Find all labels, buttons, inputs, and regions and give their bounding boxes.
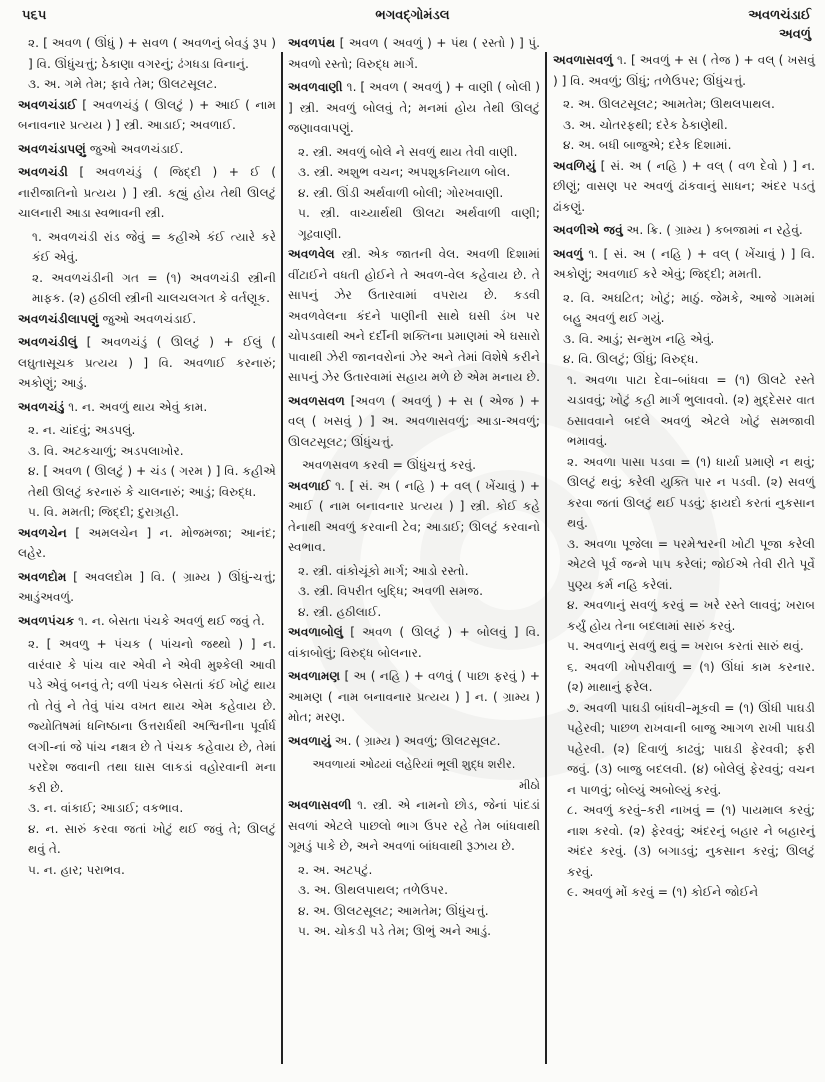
- sense-definition: ૩. અ. ગમે તેમ; ફાવે તેમ; ઊલટસૂલટ.: [28, 77, 218, 91]
- headword: અવળચંડાપણું: [18, 141, 86, 156]
- dictionary-entry: [18, 397, 276, 418]
- sense-definition: ૨. વિ. અઘટિત; ખોટું; માઠું. જેમકે, આજે ગામમાં બહુ અવળું થઈ ગયું.: [563, 290, 815, 325]
- sense-definition: ૩. અ. ઊથલપાથલ; તળેઉપર.: [298, 883, 448, 897]
- headword: અવળપંચક: [18, 613, 75, 628]
- guide-word-last: અવળું: [779, 27, 811, 42]
- dictionary-entry: [288, 476, 540, 558]
- dictionary-entry: [18, 332, 276, 394]
- sense-definition: ૩. ન. વાંકાઈ; આડાઈ; વકભાવ.: [28, 801, 184, 815]
- column-divider-1: [281, 52, 283, 1064]
- guide-word-first: અવળચંડાઈ: [748, 8, 811, 23]
- dictionary-entry: [288, 244, 540, 388]
- definition: [ અવળચંડું ( જિદ્દી ) + ઈ ( નારીજાતિનો પ્રત્યય ) ] સ્ત્રી. કહ્યું હોય તેથી ઊલટું ચાલનારી આડા સ્વભાવની સ્ત્રી.: [18, 165, 276, 220]
- definition: ૧. [ અવળ ( અવળું ) + વાણી ( બોલી ) ] સ્ત્રી. અવળું બોલવું તે; મનમાં હોય તેથી ઊલટું જણાવવાપણું.: [288, 80, 540, 135]
- sense-definition: ૨. સ્ત્રી. વાંકોચૂંકો માર્ગ; આડો રસ્તો.: [298, 563, 469, 578]
- column-left: [18, 33, 276, 880]
- dictionary-entry: [288, 77, 540, 139]
- idiom-definition: ૧. અવળચંડી રાંડ જેવું = કહીએ કંઈ ત્યારે કરે કંઈ એવું.: [32, 229, 276, 264]
- sense-definition: ૫. ન. હાર; પરાભવ.: [28, 862, 125, 877]
- definition: [ અ ( નહિ ) + વળવું ( પાછા ફરવું ) + આમણ ( નામ બનાવનાર પ્રત્યય ) ] ન. ( ગ્રામ્ય ) મોત; મરણ.: [288, 669, 540, 724]
- sense-definition: ૪. [ અવળ ( ઊલટું ) + ચંડ ( ગરમ ) ] વિ. કહીએ તેથી ઊલટું કરનારું કે ચાલનારું; આડું; વિરુદ્ધ.: [28, 464, 276, 499]
- idiom-definition: ૬. અવળી ખોપરીવાળું = (૧) ઊંધાં કામ કરનાર. (૨) માથાનું ફરેલ.: [567, 659, 815, 694]
- sense-definition: ૩. સ્ત્રી. અશુભ વચન; અપશુકનિયાળ બોલ.: [298, 165, 511, 179]
- sense-definition: ૫. વિ. મમતી; જિદ્દી; દુરાગ્રહી.: [28, 505, 180, 519]
- headword: અવળામણ: [288, 669, 341, 683]
- dictionary-entry: [18, 95, 276, 136]
- sense-definition: ૪. સ્ત્રી. હઠીલાઈ.: [298, 604, 382, 619]
- definition: [ અવળ ( અવળું ) + પંથ ( રસ્તો ) ] પું. અવળો રસ્તો; વિરુદ્ધ માર્ગ.: [288, 36, 540, 71]
- dictionary-entry: [18, 611, 276, 632]
- headword: અવળાબોલું: [288, 625, 343, 639]
- idiom-definition: ૭. અવળી પાઘડી બાંધવી–મૂકવી = (૧) ઊંધી પાઘડી પહેરવી; પાછળ રાખવાની બાજુ આગળ રાખી પાઘડી પહેરવી. (૨) દિવાળું કાઢવું; પાઘડી ફેરવવી; ફરી જવું. (૩) બાજુ બદલવી. (૪) બોલેલું ફેરવવું; વચન ન પાળવું; બોલ્યું અબોલ્યું કરવું.: [567, 700, 815, 797]
- definition: ૧. [ સં. અ ( નહિ ) + વલ્ ( ખેંચાવું ) + આઈ ( નામ બનાવનાર પ્રત્યય ) ] સ્ત્રી. કોઈ કહે તેનાથી અવળું કરવાની ટેવ; આડાઈ; ઊલટું કરવાનો સ્વભાવ.: [288, 478, 540, 554]
- definition: [ સં. અ ( નહિ ) + વલ્ ( વળ દેવો ) ] ન. છીણું; વાસણ પર અવળું ઢાંકવાનું સાધન; અંદર પડતું ઢાંકણું.: [553, 158, 815, 214]
- headword: અવળીએ જવું: [553, 223, 623, 237]
- idiom-definition: ૨. અવળચંડીની ગત = (૧) અવળચંડી સ્ત્રીની માફક. (૨) હઠીલી સ્ત્રીની ચાલચલગત કે વર્તણૂક.: [32, 270, 276, 305]
- sense-definition: ૨. અ. અટપટું.: [298, 862, 373, 877]
- definition: ૧. [ સં. અ ( નહિ ) + વલ્ ( ખેંચાવું ) ] વિ. અકોણું; અવળાઈ કરે એવું; જિદ્દી; મમતી.: [553, 246, 815, 281]
- headword: અવળિયું: [553, 158, 596, 173]
- dictionary-entry: [18, 162, 276, 224]
- dictionary-entry: [288, 391, 540, 453]
- sense-definition: ૨. ન. ચાંદવું; અડપલું.: [28, 423, 136, 437]
- sense-definition: ૩. અ. ચોતરફથી; દરેક ઠેકાણેથી.: [563, 117, 728, 132]
- definition: અ. ક્રિ. ( ગ્રામ્ય ) કબજામાં ન રહેવું.: [622, 223, 803, 237]
- definition: [ અવલદોમ ] વિ. ( ગ્રામ્ય ) ઊંધું-ચત્તું; આડુંઅવળું.: [18, 569, 276, 604]
- dictionary-entry: [553, 244, 815, 285]
- citation-quote: અવળાયાં ઓઢયાં લહેરિયાં ભૂલી શુદ્ધ શરીર.: [312, 757, 516, 771]
- sense-definition: ૪. સ્ત્રી. ઊંડી અર્થવાળી બોલી; ગોરખવાણી.: [298, 185, 504, 200]
- headword: અવળચંડીલાપણું: [18, 311, 99, 326]
- definition: અ. ( ગ્રામ્ય ) અવળું; ઊલટસૂલટ.: [330, 733, 501, 748]
- dictionary-entry: [288, 731, 540, 752]
- definition: ૧. ન. અવળું થાય એવું કામ.: [64, 399, 208, 414]
- headword: અવળચંડાઈ: [18, 97, 77, 112]
- definition: સ્ત્રી. એક જાતની વેલ. અવળી દિશામાં વીંટાઈને વધતી હોઈને તે અવળ-વેલ કહેવાય છે. તે સાપનું ઝેર ઉતારવામાં વપરાય છે. કડવી અવળવેલના કંદને પાણીની સાથે ઘસી ડંખ પર ચોપડવાથી અને દર્દીની શક્તિના પ્રમાણમાં એ ઘસારો પાવાથી ઝેરી જાનવરોનાં ઝેર અને તેમાં વિશેષે કરીને સાપનું ઝેર ઉતારવામાં સહાય મળે છે એમ મનાય છે.: [288, 247, 540, 384]
- dictionary-entry: [288, 622, 540, 663]
- sense-definition: ૫. અ. ચોકડી પડે તેમ; ઊભું અને આડું.: [298, 924, 492, 938]
- dictionary-entry: [553, 220, 815, 241]
- idiom-definition: ૯. અવળું મોં કરવું = (૧) કોઈને જોઈને: [567, 885, 759, 899]
- headword: અવળચંડીલું: [18, 335, 78, 349]
- headword: અવળદોમ: [18, 569, 67, 584]
- headword: અવળાસવળી: [288, 798, 352, 812]
- headword: અવળચેન: [18, 525, 67, 540]
- idiom-definition: ૫. અવળાનું સવળું થવું = ખરાબ કરતાં સારું થવું.: [567, 639, 804, 653]
- page-number: ૫૬૫: [22, 8, 47, 23]
- definition: ૧. સ્ત્રી. એ નામનો છોડ, જેનાં પાંદડાં સવળાં એટલે પાછલો ભાગ ઉપર રહે તેમ બાંધવાથી ગૂમડું પાકે છે, અને અવળાં બાંધવાથી રૂઝાય છે.: [288, 798, 540, 853]
- dictionary-entry: [553, 50, 815, 91]
- dictionary-entry: [18, 567, 276, 608]
- idiom-definition: ૧. અવળા પાટા દેવા–બાંધવા = (૧) ઊલટે રસ્તે ચડાવવું; ખોટું કહી માર્ગ ભુલાવવો. (૨) મુદ્દેસર વાત ઠસાવવાને બદલે અવળું એટલે ખોટું સમજાવી ભમાવવું.: [567, 372, 815, 448]
- dictionary-entry: [288, 666, 540, 728]
- column-right: [553, 50, 815, 903]
- definition: જુઓ અવળચંડાઈ.: [85, 141, 184, 156]
- citation-source: મીઠો: [519, 777, 540, 792]
- headword: અવળાયું: [288, 733, 331, 748]
- idiom-definition: અવળસવળ કરવી = ઊંધુંચત્તું કરવું.: [302, 458, 476, 472]
- definition: ૧. [ અવળું + સ ( તેજ ) + વલ્ ( ખસવું ) ] વિ. અવળું; ઊંધું; તળેઉપર; ઊંધુંચત્તું.: [553, 53, 815, 88]
- headword: અવળપંથ: [288, 36, 336, 50]
- sense-definition: ૪. અ. બધી બાજુએ; દરેક દિશામાં.: [563, 138, 732, 152]
- headword: અવળાઈ: [288, 478, 331, 493]
- sense-definition: ૪. વિ. ઊલટું; ઊંધું; વિરુદ્ધ.: [563, 352, 699, 366]
- headword: અવળવેલ: [288, 247, 335, 261]
- definition: [અવળ ( અવળું ) + સ ( એજ ) + વલ્ ( ખસવું ) ] અ. અવળાસવળું; આડા-અવળું; ઊલટસૂલટ; ઊંધુંચત્તું.: [288, 393, 540, 449]
- sense-definition: ૩. સ્ત્રી. વિપરીત બુદ્ધિ; અવળી સમજ.: [298, 584, 483, 598]
- dictionary-entry: [18, 523, 276, 564]
- idiom-definition: ૩. અવળા પૂજેલા = પરમેશ્વરની ખોટી પૂજા કરેલી એટલે પૂર્વ જન્મે પાપ કરેલાં; જોઈએ તેવી રીતે પૂર્વે પુણ્ય કર્મ નહિ કરેલાં.: [567, 536, 815, 592]
- sense-definition: ૨. [ અવળુ + પંચક ( પાંચનો જથ્થો ) ] ન. વારંવાર કે પાંચ વાર એવી ને એવી મુશ્કેલી આવી પડે એવું બનવું તે; વળી પંચક બેસતાં કંઈ ખોટું થાય તો તેવું ને તેવું પાંચ વખત થાય એમ કહેવાય છે. જ્યોતિષમાં ધનિષ્ઠાના ઉત્તરાર્ધથી અશ્વિનીના પૂર્વાર્ધ લગી-નાં જે પાંચ નક્ષત્ર છે તે પંચક કહેવાય છે, તેમાં પરદેશ જવાની તથા ઘાસ લાકડાં વહોરવાની મના કરી છે.: [28, 637, 276, 795]
- sense-definition: ૨. અ. ઊલટસૂલટ; આમતેમ; ઊથલપાથલ.: [563, 97, 775, 111]
- definition: [ અમલચેન ] ન. મોજમજા; આનંદ; લહેર.: [18, 525, 276, 560]
- running-title: ભગવદ્ગોમંડલ: [375, 8, 450, 23]
- headword: અવળચંડી: [18, 165, 68, 179]
- headword: અવળાસવળું: [553, 53, 613, 67]
- idiom-definition: ૨. અવળા પાસા પડવા = (૧) ધાર્યા પ્રમાણે ન થવું; ઊલટું થવું; કરેલી યુક્તિ પાર ન પડવી. (૨) સવળું કરવા જતાં ઊલટું થઈ પડવું; ફાયદો કરતાં નુકસાન થવું.: [567, 454, 815, 530]
- guide-words: [748, 6, 811, 44]
- dictionary-entry: [288, 33, 540, 74]
- definition: [ અવળચંડું ( ઊલટું ) + આઈ ( નામ બનાવનાર પ્રત્યય ) ] સ્ત્રી. આડાઈ; અવળાઈ.: [18, 97, 276, 132]
- column-middle: [288, 33, 540, 942]
- headword: અવળું: [553, 246, 583, 261]
- sense-definition: ૨. સ્ત્રી. અવળું બોલે ને સવળું થાય તેવી વાણી.: [298, 144, 518, 159]
- definition: ૧. ન. બેસતા પંચકે અવળું થઈ જવું તે.: [74, 613, 265, 628]
- sense-definition: ૪. ન. સારું કરવા જતાં ખોટું થઈ જવું તે; ઊલટું થવું તે.: [28, 821, 276, 856]
- headword: અવળવાણી: [288, 80, 343, 94]
- sense-definition: ૫. સ્ત્રી. વાચ્યાર્થથી ઊલટા અર્થવાળી વાણી; ગૂઢવાણી.: [298, 206, 540, 241]
- dictionary-entry: [553, 156, 815, 218]
- dictionary-entry: [18, 309, 276, 330]
- definition: જુઓ અવળચંડાઈ.: [98, 311, 197, 326]
- definition: [ અવળચંડું ( ઊલટું ) + ઈલું ( લઘુતાસૂચક પ્રત્યય ) ] વિ. અવળાઈ કરનારું; અકોણું; આડું.: [18, 335, 276, 390]
- headword: અવળચંડું: [18, 399, 65, 414]
- sense-definition: ૨. [ અવળ ( ઊંધું ) + સવળ ( અવળનું બેવડું રૂપ ) ] વિ. ઊંધુંચત્તું; ઠેકાણા વગરનું; ઢંગધડા વિનાનું.: [28, 36, 276, 71]
- column-divider-2: [545, 52, 547, 1064]
- dictionary-entry: [18, 139, 276, 160]
- idiom-definition: ૪. અવળાનું સવળું કરવું = ખરે રસ્તે લાવવું; ખરાબ કર્યું હોય તેના બદલામાં સારું કરવું.: [567, 598, 815, 633]
- dictionary-entry: [288, 795, 540, 857]
- sense-definition: ૩. વિ. અટકચાળું; અડપલાખોર.: [28, 443, 184, 458]
- sense-definition: ૩. વિ. આડું; સન્મુખ નહિ એવું.: [563, 331, 715, 346]
- idiom-definition: ૮. અવળું કરવું–કરી નાખવું = (૧) પાયમાલ કરવું; નાશ કરવો. (૨) ફેરવવું; અંદરનું બહાર ને બહારનું અંદર કરવું. (૩) બગાડવું; નુકસાન કરવું; ઊલટું કરવું.: [567, 803, 815, 879]
- definition: [ અવળ ( ઊલટું ) + બોલવું ] વિ. વાંકાબોલું; વિરુદ્ધ બોલનાર.: [288, 625, 540, 660]
- sense-definition: ૪. અ. ઊલટસૂલટ; આમતેમ; ઊંધુંચત્તું.: [298, 903, 489, 918]
- headword: અવળસવળ: [288, 393, 345, 408]
